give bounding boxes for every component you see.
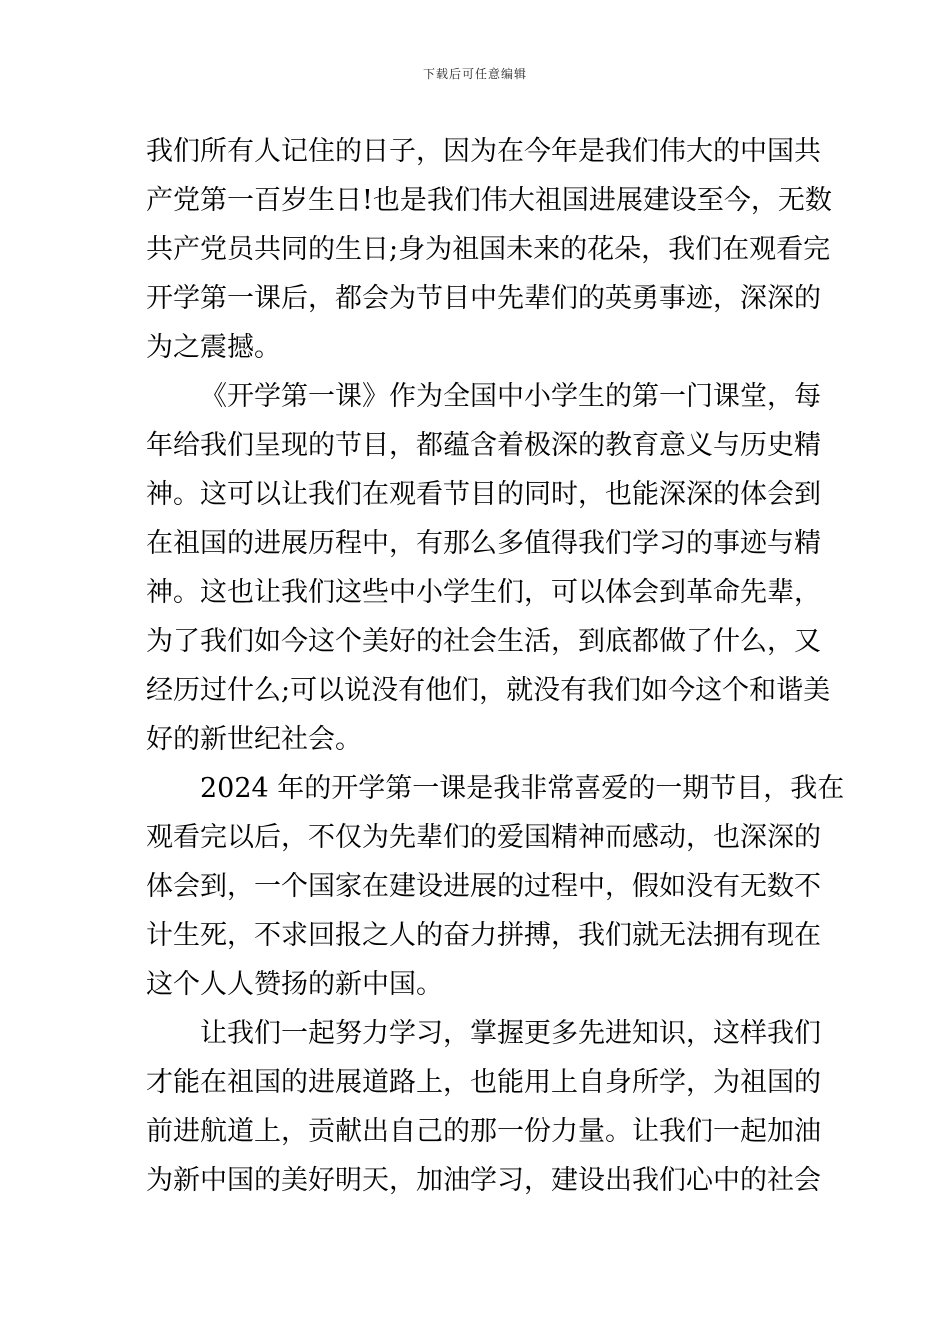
paragraph (146, 1009, 821, 1205)
text-line: 这个人人赞扬的新中国。 (146, 969, 443, 1000)
text-line: 才能在祖国的进展道路上，也能用上自身所学，为祖国的 (146, 1067, 821, 1098)
page-header-note: 下载后可任意编辑 (422, 67, 527, 81)
text-line: 在祖国的进展历程中，有那么多值得我们学习的事迹与精 (146, 528, 821, 559)
text-line: 神。这也让我们这些中小学生们，可以体会到革命先辈， (146, 577, 821, 608)
paragraph (146, 764, 845, 1009)
text-line: 产党第一百岁生日!也是我们伟大祖国进展建设至今，无数 (146, 185, 832, 216)
text-line: 年给我们呈现的节目，都蕴含着极深的教育意义与历史精 (146, 430, 821, 461)
text-line: 为了我们如今这个美好的社会生活，到底都做了什么，又 (146, 626, 821, 657)
text-line: 计生死，不求回报之人的奋力拼搏，我们就无法拥有现在 (146, 920, 821, 951)
text-line: 经历过什么;可以说没有他们，就没有我们如今这个和谐美 (146, 675, 831, 706)
text-line: 让我们一起努力学习，掌握更多先进知识，这样我们 (200, 1018, 821, 1049)
text-line: 前进航道上，贡献出自己的那一份力量。让我们一起加油 (146, 1116, 821, 1147)
text-line: 神。这可以让我们在观看节目的同时，也能深深的体会到 (146, 479, 821, 510)
paragraph (146, 127, 832, 372)
text-line: 开学第一课后，都会为节目中先辈们的英勇事迹，深深的 (146, 283, 821, 314)
text-line: 共产党员共同的生日;身为祖国未来的花朵，我们在观看完 (146, 234, 831, 265)
text-line: 我们所有人记住的日子，因为在今年是我们伟大的中国共 (146, 136, 821, 167)
text-line: 2024 年的开学第一课是我非常喜爱的一期节目，我在 (200, 773, 845, 804)
document-body (146, 127, 845, 1205)
text-line: 体会到，一个国家在建设进展的过程中，假如没有无数不 (146, 871, 821, 902)
text-line: 为之震撼。 (146, 332, 281, 363)
text-line: 观看完以后，不仅为先辈们的爱国精神而感动，也深深的 (146, 822, 821, 853)
text-line: 为新中国的美好明天，加油学习，建设出我们心中的社会 (146, 1165, 821, 1196)
text-line: 好的新世纪社会。 (146, 724, 362, 755)
text-line: 《开学第一课》作为全国中小学生的第一门课堂，每 (200, 381, 821, 412)
paragraph (146, 372, 831, 764)
